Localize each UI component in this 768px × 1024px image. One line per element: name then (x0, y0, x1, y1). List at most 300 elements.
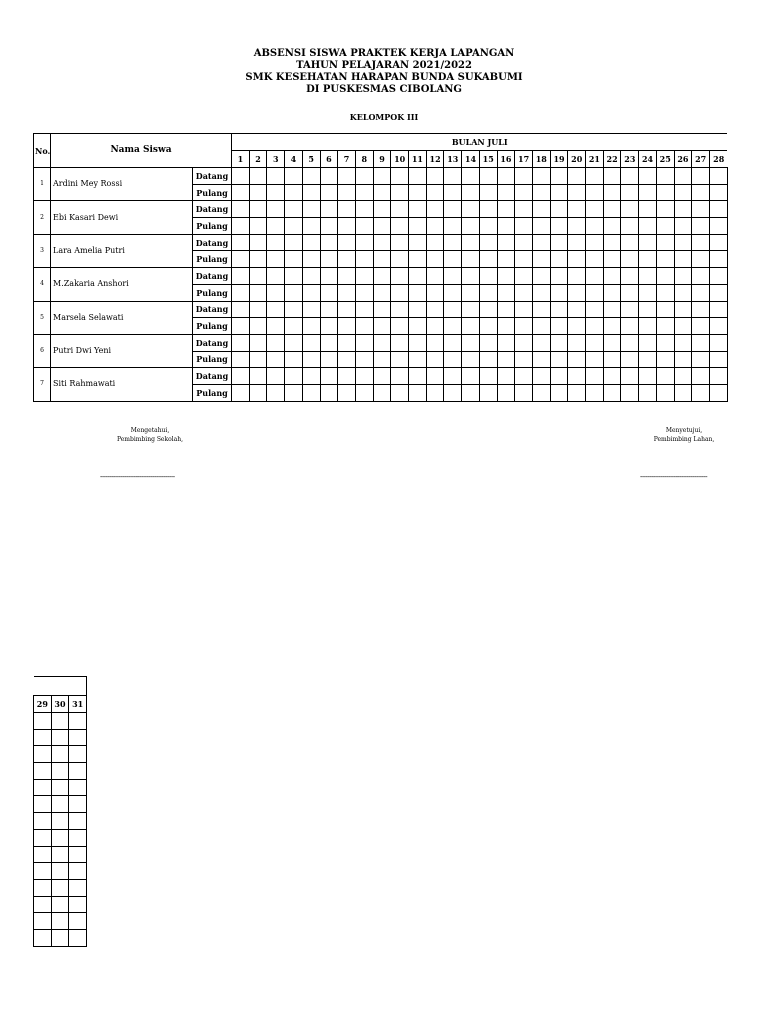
arrival-cell[interactable] (656, 334, 674, 351)
arrival-cell[interactable] (267, 201, 285, 218)
departure-cell[interactable] (532, 184, 550, 201)
arrival-cell[interactable] (532, 301, 550, 318)
arrival-cell[interactable] (373, 201, 391, 218)
arrival-cell[interactable] (515, 368, 533, 385)
arrival-cell[interactable] (674, 368, 692, 385)
arrival-cell[interactable] (249, 334, 267, 351)
arrival-cell[interactable] (639, 234, 657, 251)
arrival-cell[interactable] (497, 234, 515, 251)
attendance-cell[interactable] (69, 763, 87, 780)
arrival-cell[interactable] (709, 168, 727, 185)
attendance-cell[interactable] (34, 929, 52, 946)
arrival-cell[interactable] (550, 334, 568, 351)
arrival-cell[interactable] (267, 168, 285, 185)
attendance-cell[interactable] (34, 879, 52, 896)
arrival-cell[interactable] (656, 268, 674, 285)
arrival-cell[interactable] (568, 334, 586, 351)
attendance-cell[interactable] (69, 929, 87, 946)
attendance-cell[interactable] (34, 713, 52, 730)
arrival-cell[interactable] (656, 234, 674, 251)
departure-cell[interactable] (462, 384, 480, 401)
departure-cell[interactable] (709, 218, 727, 235)
arrival-cell[interactable] (550, 368, 568, 385)
arrival-cell[interactable] (621, 168, 639, 185)
arrival-cell[interactable] (462, 201, 480, 218)
departure-cell[interactable] (302, 284, 320, 301)
arrival-cell[interactable] (462, 334, 480, 351)
attendance-cell[interactable] (34, 896, 52, 913)
attendance-cell[interactable] (69, 846, 87, 863)
arrival-cell[interactable] (355, 268, 373, 285)
departure-cell[interactable] (639, 351, 657, 368)
arrival-cell[interactable] (586, 368, 604, 385)
departure-cell[interactable] (444, 218, 462, 235)
arrival-cell[interactable] (391, 168, 409, 185)
departure-cell[interactable] (232, 251, 250, 268)
attendance-cell[interactable] (51, 896, 69, 913)
departure-cell[interactable] (639, 184, 657, 201)
arrival-cell[interactable] (621, 301, 639, 318)
departure-cell[interactable] (692, 351, 710, 368)
departure-cell[interactable] (285, 351, 303, 368)
arrival-cell[interactable] (391, 368, 409, 385)
arrival-cell[interactable] (692, 268, 710, 285)
departure-cell[interactable] (497, 218, 515, 235)
departure-cell[interactable] (532, 251, 550, 268)
departure-cell[interactable] (550, 218, 568, 235)
departure-cell[interactable] (621, 218, 639, 235)
departure-cell[interactable] (444, 184, 462, 201)
departure-cell[interactable] (338, 251, 356, 268)
arrival-cell[interactable] (462, 168, 480, 185)
departure-cell[interactable] (692, 384, 710, 401)
departure-cell[interactable] (532, 284, 550, 301)
departure-cell[interactable] (338, 284, 356, 301)
arrival-cell[interactable] (639, 301, 657, 318)
departure-cell[interactable] (656, 384, 674, 401)
departure-cell[interactable] (355, 318, 373, 335)
arrival-cell[interactable] (603, 234, 621, 251)
arrival-cell[interactable] (355, 368, 373, 385)
departure-cell[interactable] (232, 351, 250, 368)
arrival-cell[interactable] (249, 368, 267, 385)
departure-cell[interactable] (409, 318, 427, 335)
departure-cell[interactable] (373, 384, 391, 401)
departure-cell[interactable] (444, 351, 462, 368)
departure-cell[interactable] (249, 251, 267, 268)
departure-cell[interactable] (391, 284, 409, 301)
arrival-cell[interactable] (285, 301, 303, 318)
arrival-cell[interactable] (320, 334, 338, 351)
arrival-cell[interactable] (444, 268, 462, 285)
arrival-cell[interactable] (568, 368, 586, 385)
arrival-cell[interactable] (444, 168, 462, 185)
arrival-cell[interactable] (479, 334, 497, 351)
departure-cell[interactable] (603, 218, 621, 235)
departure-cell[interactable] (338, 351, 356, 368)
arrival-cell[interactable] (568, 201, 586, 218)
departure-cell[interactable] (426, 384, 444, 401)
attendance-cell[interactable] (69, 913, 87, 930)
arrival-cell[interactable] (621, 201, 639, 218)
departure-cell[interactable] (497, 284, 515, 301)
departure-cell[interactable] (674, 318, 692, 335)
arrival-cell[interactable] (426, 301, 444, 318)
departure-cell[interactable] (409, 284, 427, 301)
arrival-cell[interactable] (391, 234, 409, 251)
arrival-cell[interactable] (462, 368, 480, 385)
arrival-cell[interactable] (479, 168, 497, 185)
arrival-cell[interactable] (586, 301, 604, 318)
departure-cell[interactable] (479, 318, 497, 335)
departure-cell[interactable] (532, 351, 550, 368)
arrival-cell[interactable] (639, 201, 657, 218)
arrival-cell[interactable] (586, 234, 604, 251)
departure-cell[interactable] (302, 318, 320, 335)
arrival-cell[interactable] (373, 334, 391, 351)
arrival-cell[interactable] (355, 334, 373, 351)
arrival-cell[interactable] (497, 301, 515, 318)
attendance-cell[interactable] (51, 796, 69, 813)
arrival-cell[interactable] (709, 334, 727, 351)
departure-cell[interactable] (550, 351, 568, 368)
departure-cell[interactable] (355, 284, 373, 301)
departure-cell[interactable] (709, 284, 727, 301)
attendance-cell[interactable] (51, 879, 69, 896)
departure-cell[interactable] (249, 284, 267, 301)
departure-cell[interactable] (444, 251, 462, 268)
departure-cell[interactable] (568, 218, 586, 235)
arrival-cell[interactable] (674, 334, 692, 351)
arrival-cell[interactable] (692, 168, 710, 185)
attendance-cell[interactable] (69, 779, 87, 796)
departure-cell[interactable] (338, 218, 356, 235)
arrival-cell[interactable] (479, 268, 497, 285)
arrival-cell[interactable] (409, 268, 427, 285)
departure-cell[interactable] (497, 184, 515, 201)
departure-cell[interactable] (373, 284, 391, 301)
departure-cell[interactable] (373, 251, 391, 268)
departure-cell[interactable] (586, 218, 604, 235)
departure-cell[interactable] (603, 251, 621, 268)
arrival-cell[interactable] (444, 234, 462, 251)
arrival-cell[interactable] (391, 301, 409, 318)
attendance-cell[interactable] (51, 829, 69, 846)
arrival-cell[interactable] (568, 234, 586, 251)
arrival-cell[interactable] (515, 234, 533, 251)
arrival-cell[interactable] (586, 201, 604, 218)
departure-cell[interactable] (285, 251, 303, 268)
arrival-cell[interactable] (603, 268, 621, 285)
departure-cell[interactable] (462, 284, 480, 301)
arrival-cell[interactable] (674, 301, 692, 318)
departure-cell[interactable] (515, 251, 533, 268)
departure-cell[interactable] (692, 218, 710, 235)
departure-cell[interactable] (426, 318, 444, 335)
arrival-cell[interactable] (515, 201, 533, 218)
arrival-cell[interactable] (532, 368, 550, 385)
arrival-cell[interactable] (426, 334, 444, 351)
arrival-cell[interactable] (320, 168, 338, 185)
arrival-cell[interactable] (285, 368, 303, 385)
arrival-cell[interactable] (709, 368, 727, 385)
departure-cell[interactable] (285, 184, 303, 201)
arrival-cell[interactable] (426, 201, 444, 218)
arrival-cell[interactable] (621, 234, 639, 251)
departure-cell[interactable] (532, 218, 550, 235)
departure-cell[interactable] (409, 351, 427, 368)
arrival-cell[interactable] (639, 168, 657, 185)
arrival-cell[interactable] (497, 268, 515, 285)
arrival-cell[interactable] (656, 368, 674, 385)
arrival-cell[interactable] (320, 201, 338, 218)
departure-cell[interactable] (674, 351, 692, 368)
departure-cell[interactable] (479, 284, 497, 301)
departure-cell[interactable] (355, 384, 373, 401)
departure-cell[interactable] (515, 184, 533, 201)
departure-cell[interactable] (603, 384, 621, 401)
arrival-cell[interactable] (532, 268, 550, 285)
arrival-cell[interactable] (285, 268, 303, 285)
attendance-cell[interactable] (34, 846, 52, 863)
departure-cell[interactable] (568, 251, 586, 268)
departure-cell[interactable] (320, 184, 338, 201)
attendance-cell[interactable] (34, 829, 52, 846)
departure-cell[interactable] (515, 351, 533, 368)
departure-cell[interactable] (320, 218, 338, 235)
departure-cell[interactable] (355, 218, 373, 235)
arrival-cell[interactable] (426, 268, 444, 285)
departure-cell[interactable] (692, 184, 710, 201)
attendance-cell[interactable] (51, 913, 69, 930)
departure-cell[interactable] (621, 384, 639, 401)
departure-cell[interactable] (656, 184, 674, 201)
arrival-cell[interactable] (249, 201, 267, 218)
arrival-cell[interactable] (249, 234, 267, 251)
attendance-cell[interactable] (34, 813, 52, 830)
arrival-cell[interactable] (550, 234, 568, 251)
departure-cell[interactable] (320, 384, 338, 401)
arrival-cell[interactable] (515, 334, 533, 351)
departure-cell[interactable] (479, 184, 497, 201)
departure-cell[interactable] (621, 284, 639, 301)
departure-cell[interactable] (249, 218, 267, 235)
arrival-cell[interactable] (232, 334, 250, 351)
arrival-cell[interactable] (391, 334, 409, 351)
arrival-cell[interactable] (674, 201, 692, 218)
arrival-cell[interactable] (709, 201, 727, 218)
arrival-cell[interactable] (709, 234, 727, 251)
departure-cell[interactable] (426, 251, 444, 268)
arrival-cell[interactable] (656, 168, 674, 185)
arrival-cell[interactable] (355, 168, 373, 185)
arrival-cell[interactable] (568, 168, 586, 185)
arrival-cell[interactable] (479, 234, 497, 251)
departure-cell[interactable] (391, 351, 409, 368)
arrival-cell[interactable] (302, 368, 320, 385)
arrival-cell[interactable] (285, 334, 303, 351)
attendance-cell[interactable] (51, 746, 69, 763)
departure-cell[interactable] (639, 384, 657, 401)
arrival-cell[interactable] (515, 301, 533, 318)
departure-cell[interactable] (479, 218, 497, 235)
departure-cell[interactable] (267, 284, 285, 301)
attendance-cell[interactable] (69, 829, 87, 846)
arrival-cell[interactable] (338, 334, 356, 351)
departure-cell[interactable] (302, 384, 320, 401)
arrival-cell[interactable] (409, 368, 427, 385)
arrival-cell[interactable] (497, 334, 515, 351)
arrival-cell[interactable] (444, 334, 462, 351)
departure-cell[interactable] (302, 184, 320, 201)
arrival-cell[interactable] (692, 334, 710, 351)
arrival-cell[interactable] (497, 368, 515, 385)
departure-cell[interactable] (656, 318, 674, 335)
departure-cell[interactable] (391, 184, 409, 201)
departure-cell[interactable] (656, 284, 674, 301)
arrival-cell[interactable] (479, 368, 497, 385)
arrival-cell[interactable] (603, 201, 621, 218)
arrival-cell[interactable] (603, 334, 621, 351)
departure-cell[interactable] (285, 384, 303, 401)
departure-cell[interactable] (249, 351, 267, 368)
departure-cell[interactable] (674, 251, 692, 268)
arrival-cell[interactable] (267, 334, 285, 351)
departure-cell[interactable] (302, 251, 320, 268)
departure-cell[interactable] (568, 318, 586, 335)
departure-cell[interactable] (232, 184, 250, 201)
departure-cell[interactable] (639, 251, 657, 268)
arrival-cell[interactable] (302, 301, 320, 318)
arrival-cell[interactable] (656, 301, 674, 318)
departure-cell[interactable] (462, 184, 480, 201)
departure-cell[interactable] (550, 318, 568, 335)
departure-cell[interactable] (603, 284, 621, 301)
arrival-cell[interactable] (338, 168, 356, 185)
arrival-cell[interactable] (550, 168, 568, 185)
arrival-cell[interactable] (249, 268, 267, 285)
departure-cell[interactable] (444, 384, 462, 401)
departure-cell[interactable] (320, 351, 338, 368)
departure-cell[interactable] (586, 284, 604, 301)
arrival-cell[interactable] (550, 268, 568, 285)
departure-cell[interactable] (409, 384, 427, 401)
arrival-cell[interactable] (302, 234, 320, 251)
departure-cell[interactable] (550, 184, 568, 201)
departure-cell[interactable] (338, 184, 356, 201)
arrival-cell[interactable] (426, 368, 444, 385)
arrival-cell[interactable] (515, 168, 533, 185)
arrival-cell[interactable] (320, 301, 338, 318)
departure-cell[interactable] (391, 384, 409, 401)
arrival-cell[interactable] (444, 368, 462, 385)
attendance-cell[interactable] (69, 879, 87, 896)
arrival-cell[interactable] (302, 168, 320, 185)
departure-cell[interactable] (532, 318, 550, 335)
departure-cell[interactable] (639, 284, 657, 301)
departure-cell[interactable] (674, 384, 692, 401)
departure-cell[interactable] (568, 384, 586, 401)
arrival-cell[interactable] (232, 268, 250, 285)
arrival-cell[interactable] (232, 201, 250, 218)
departure-cell[interactable] (285, 318, 303, 335)
departure-cell[interactable] (621, 251, 639, 268)
arrival-cell[interactable] (267, 301, 285, 318)
arrival-cell[interactable] (426, 168, 444, 185)
departure-cell[interactable] (267, 384, 285, 401)
departure-cell[interactable] (674, 184, 692, 201)
arrival-cell[interactable] (373, 268, 391, 285)
arrival-cell[interactable] (285, 234, 303, 251)
departure-cell[interactable] (232, 384, 250, 401)
departure-cell[interactable] (497, 351, 515, 368)
arrival-cell[interactable] (338, 268, 356, 285)
arrival-cell[interactable] (497, 168, 515, 185)
departure-cell[interactable] (426, 218, 444, 235)
departure-cell[interactable] (603, 351, 621, 368)
departure-cell[interactable] (656, 218, 674, 235)
arrival-cell[interactable] (603, 168, 621, 185)
arrival-cell[interactable] (373, 368, 391, 385)
arrival-cell[interactable] (302, 334, 320, 351)
departure-cell[interactable] (267, 218, 285, 235)
arrival-cell[interactable] (568, 268, 586, 285)
departure-cell[interactable] (249, 384, 267, 401)
departure-cell[interactable] (444, 284, 462, 301)
departure-cell[interactable] (692, 318, 710, 335)
departure-cell[interactable] (709, 318, 727, 335)
arrival-cell[interactable] (232, 368, 250, 385)
arrival-cell[interactable] (232, 168, 250, 185)
departure-cell[interactable] (426, 184, 444, 201)
attendance-cell[interactable] (51, 846, 69, 863)
arrival-cell[interactable] (426, 234, 444, 251)
attendance-cell[interactable] (51, 813, 69, 830)
departure-cell[interactable] (639, 318, 657, 335)
arrival-cell[interactable] (285, 201, 303, 218)
departure-cell[interactable] (426, 351, 444, 368)
arrival-cell[interactable] (674, 234, 692, 251)
arrival-cell[interactable] (709, 301, 727, 318)
departure-cell[interactable] (568, 351, 586, 368)
arrival-cell[interactable] (338, 234, 356, 251)
departure-cell[interactable] (656, 251, 674, 268)
arrival-cell[interactable] (656, 201, 674, 218)
arrival-cell[interactable] (515, 268, 533, 285)
departure-cell[interactable] (373, 351, 391, 368)
departure-cell[interactable] (267, 184, 285, 201)
departure-cell[interactable] (497, 318, 515, 335)
arrival-cell[interactable] (674, 268, 692, 285)
departure-cell[interactable] (479, 351, 497, 368)
departure-cell[interactable] (603, 184, 621, 201)
attendance-cell[interactable] (51, 929, 69, 946)
departure-cell[interactable] (373, 318, 391, 335)
attendance-cell[interactable] (34, 763, 52, 780)
arrival-cell[interactable] (249, 168, 267, 185)
attendance-cell[interactable] (34, 729, 52, 746)
departure-cell[interactable] (656, 351, 674, 368)
departure-cell[interactable] (320, 251, 338, 268)
arrival-cell[interactable] (603, 368, 621, 385)
arrival-cell[interactable] (373, 234, 391, 251)
departure-cell[interactable] (621, 318, 639, 335)
departure-cell[interactable] (249, 318, 267, 335)
arrival-cell[interactable] (285, 168, 303, 185)
arrival-cell[interactable] (409, 234, 427, 251)
arrival-cell[interactable] (586, 268, 604, 285)
attendance-cell[interactable] (51, 729, 69, 746)
